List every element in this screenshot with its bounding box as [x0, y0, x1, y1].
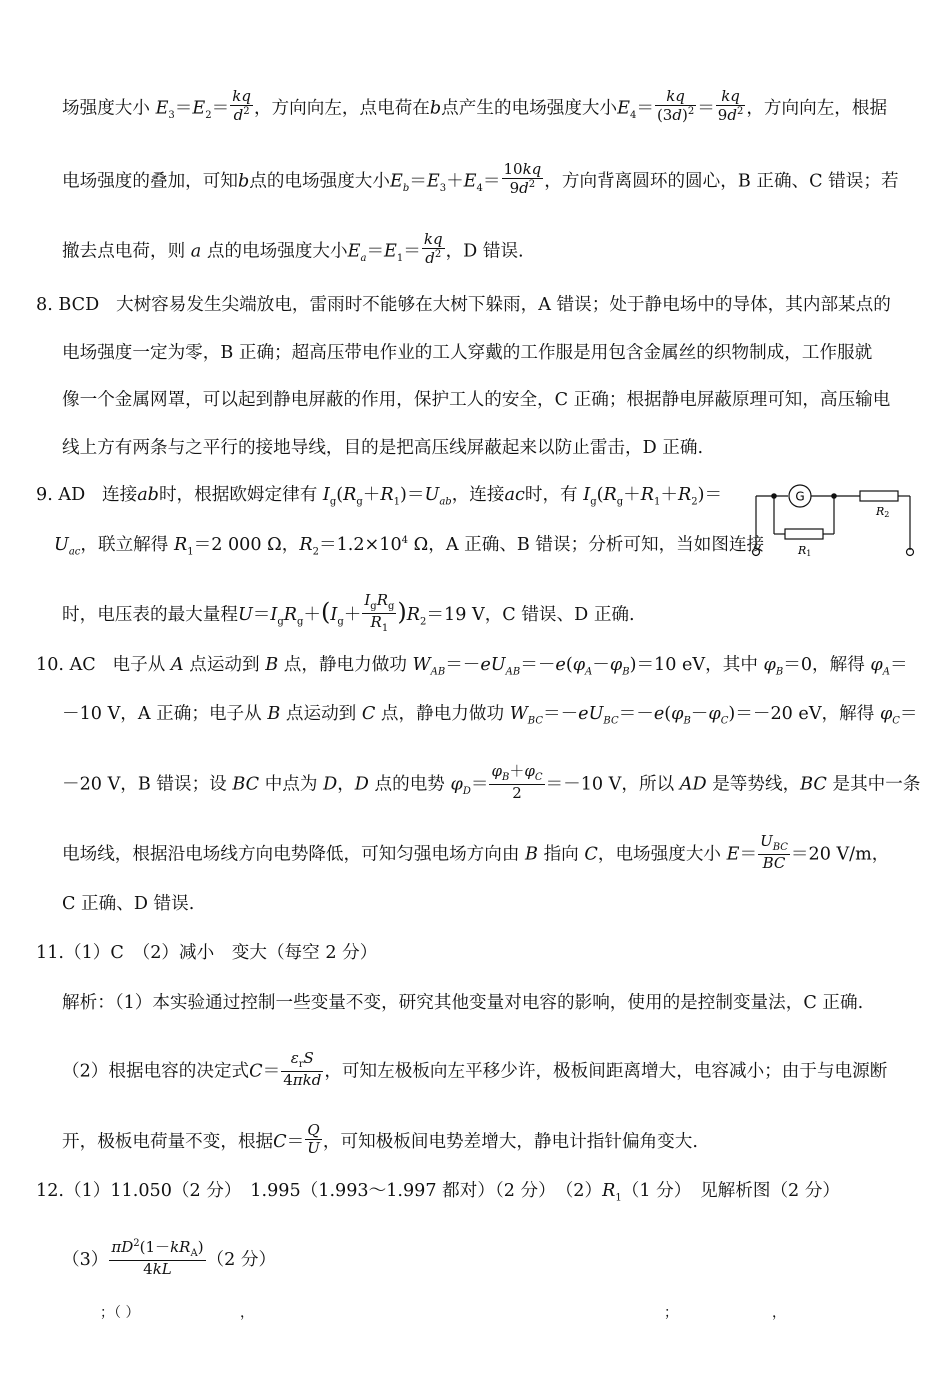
q9-text: ，C 错误、D 正确.: [484, 605, 635, 625]
q12-text: （2 分）: [206, 1249, 277, 1270]
junction-dot: [771, 493, 777, 499]
circuit-diagram: [750, 482, 920, 562]
formula-fraction: $\frac{U_{BC}}{BC}$: [760, 832, 788, 872]
q8-number: 8. BCD: [36, 295, 100, 315]
q10-text: 是等势线，: [712, 774, 801, 795]
formula-fraction: $\frac{kq}{d^2}$: [232, 87, 251, 125]
footer-mark: ，: [240, 1305, 254, 1321]
q9-text: ，A 正确、B 错误；分析可知，当如图连接: [428, 534, 765, 555]
q10-text: 中点为: [264, 774, 318, 795]
terminal-icon: [753, 549, 760, 556]
q10-line-3: －20 V，B 错误；设 BC 中点为 D，D 点的电势 $\varphi_D=$ $\frac{\varphi_B+\varphi_C}{2}$ ＝－10 V，所以 AD 是等势线，BC 是其中一条: [62, 762, 921, 802]
q7-text: 场强度大小: [62, 98, 150, 119]
q12-text: 12.（1）11.050（2 分） 1.995（1.993～1.997 都对）（2 分） （2）: [36, 1181, 603, 1201]
formula-fraction: $\frac{kq}{9d^2}$: [717, 87, 744, 125]
footer-mark: ；（ ）: [100, 1305, 140, 1321]
q10-text: 是其中一条: [832, 774, 921, 795]
q11-text: ，可知左极板向左平移少许，极板间距离增大，电容减小；由于与电源断: [324, 1061, 888, 1082]
resistor-r2-icon: [860, 491, 898, 501]
q10-text: 点运动到: [189, 655, 260, 675]
formula-fraction: $\frac{I_gR_g}{R_1}$: [364, 591, 395, 634]
r1-label: R1: [798, 544, 812, 558]
q10-text: 指向: [543, 844, 579, 865]
q10-text: ，电场强度大小: [597, 844, 722, 865]
q10-line-4: 电场线，根据沿电场线方向电势降低，可知匀强电场方向由 B 指向 C，电场强度大小 E＝ $\frac{U_{BC}}{BC}$ ＝20 V/m，: [62, 832, 890, 872]
r2-label: R2: [876, 505, 890, 519]
q9-text: ，联立解得: [80, 534, 169, 555]
q10-line-5: [62, 896, 194, 914]
formula-fraction: $\frac{kq}{(3d)^2}$: [656, 87, 695, 125]
q10-text: 点，静电力做功: [380, 704, 505, 724]
formula-fraction: $\frac{kq}{d^2}$: [423, 230, 443, 268]
q10-line-2: －10 V，A 正确；电子从 B 点运动到 C 点，静电力做功 $W_{BC}=-eU_{BC}=-e(\varphi_B-\varphi_C)=-20$ eV，解得 $\varphi_C=$: [62, 704, 918, 727]
q9-number: 9. AD: [36, 485, 86, 505]
q10-text: 点，静电力做功: [283, 655, 407, 675]
q7-text: 电场强度的叠加，可知: [62, 171, 238, 192]
q9-line-2: $U_{ac}$，联立解得 $R_1=2$ 000 Ω，$R_2=1.2\times 10^4$ Ω，A 正确、B 错误；分析可知，当如图连接: [54, 534, 765, 558]
q7-text: 点产生的电场强度大小: [441, 98, 618, 119]
q10-text: ＝20 V/m，: [790, 844, 890, 865]
q11-text: ，可知极板间电势差增大，静电计指针偏角变大.: [322, 1131, 698, 1152]
q11-text: 解析：（1）本实验通过控制一些变量不变，研究其他变量对电容的影响，使用的是控制变量法，C 正确.: [62, 993, 864, 1013]
q7-line-3: 撤去点电荷，则 a 点的电场强度大小$E_a=E_1=$ $\frac{kq}{d^2}$ ，D 错误.: [62, 230, 524, 268]
formula-fraction: $\frac{\varphi_B+\varphi_C}{2}$: [491, 762, 543, 802]
q9-text: 时，电压表的最大量程: [62, 605, 238, 625]
q9-line-1: 9. AD 连接ab时，根据欧姆定律有 $I_g(R_g+R_1)=U_{ab}$，连接ac时，有 $I_g(R_g+R_1+R_2)=$: [36, 485, 723, 508]
q11-text: 11.（1）C （2）减小 变大（每空 2 分）: [36, 943, 378, 963]
q12-line-2: [62, 1240, 276, 1280]
q10-text: ，解得: [812, 655, 865, 675]
q7-text: ，D 错误.: [445, 241, 524, 262]
q11-line-2: [62, 995, 863, 1013]
q9-text: 时，有: [524, 485, 578, 505]
formula-fraction: $\frac{\pi D^2(1-kR_A)}{4kL}$: [111, 1238, 204, 1278]
q7-text: ，方向背离圆环的圆心，B 正确、C 错误；若: [544, 171, 899, 192]
q10-text: 电子从: [112, 655, 166, 675]
q12-text: （1 分） 见解析图（2 分）: [621, 1181, 841, 1201]
q10-line-1: 10. AC 电子从 A 点运动到 B 点，静电力做功 $W_{AB}=-eU_{AB}=-e(\varphi_A-\varphi_B)=10$ eV，其中 $\varphi_B=0$，解得 $\varphi_A=$: [36, 655, 908, 678]
footer-mark: ；: [664, 1305, 678, 1321]
footer-mark: ，: [772, 1305, 786, 1321]
resistor-r1-icon: [785, 529, 823, 539]
q11-line-4: 开，极板电荷量不变，根据C＝ $\frac{Q}{U}$ ，可知极板间电势差增大，静电计指针偏角变大.: [62, 1121, 698, 1158]
q7-text: 点的电场强度大小: [249, 171, 390, 192]
q10-number: 10. AC: [36, 655, 96, 675]
q9-text: 连接: [101, 485, 138, 505]
formula-fraction: $\frac{Q}{U}$: [307, 1121, 320, 1158]
q7-text: 撤去点电荷，则: [62, 241, 186, 262]
q11-line-1: [36, 945, 377, 963]
q10-text: ，解得: [821, 704, 875, 724]
galvanometer-label: G: [795, 489, 805, 504]
q8-line-1: [36, 297, 891, 315]
formula-fraction: $\frac{10kq}{9d^2}$: [503, 160, 542, 198]
q8-text: 大树容易发生尖端放电，雷雨时不能够在大树下躲雨，A 错误；处于静电场中的导体，其内部某点的: [115, 295, 891, 315]
q7-line-1: 场强度大小 $E_3=E_2=$ $\frac{kq}{d^2}$ ，方向向左，点电荷在b点产生的电场强度大小$E_4=$ $\frac{kq}{(3d)^2}$ ＝ $\frac{kq}{9d^2}$ ，方向向左，根据: [62, 87, 888, 125]
q9-line-3: 时，电压表的最大量程$U=I_gR_g+(I_g+$ $\frac{I_gR_g}{R_1}$ )$R_2=19$ V，C 错误、D 正确.: [62, 591, 635, 634]
q11-text: （2）根据电容的决定式: [62, 1061, 250, 1082]
q8-text: 线上方有两条与之平行的接地导线，目的是把高压线屏蔽起来以防止雷击，D 正确.: [62, 438, 704, 458]
q7-text: 点的电场强度大小: [206, 241, 348, 262]
q8-text: 电场强度一定为零，B 正确；超高压带电作业的工人穿戴的工作服是用包含金属丝的织物制成，工作服就: [62, 343, 873, 363]
formula-fraction: $\frac{\varepsilon_rS}{\text{4πkd}}$: [283, 1049, 322, 1089]
q10-text: 点的电势: [374, 774, 445, 795]
q8-line-2: [62, 345, 872, 363]
q11-line-3: （2）根据电容的决定式C＝ $\frac{\varepsilon_rS}{\text{4πkd}}$ ，可知左极板向左平移少许，极板间距离增大，电容减小；由于与电源断: [62, 1049, 888, 1089]
q10-text: C 正确、D 错误.: [62, 894, 195, 914]
q12-line-1: 12.（1）11.050（2 分） 1.995（1.993～1.997 都对）（2 分） $(2)R_1(1$ 分） 见解析图（2 分）: [36, 1181, 841, 1204]
q8-line-4: [62, 440, 703, 458]
q10-text: －10 V，A 正确；电子从: [62, 704, 262, 724]
junction-dot: [831, 493, 837, 499]
q10-text: －20 V，B 错误；设: [62, 774, 227, 795]
q9-text: ，连接: [451, 485, 505, 505]
q7-text: ，方向向左，点电荷在: [253, 98, 430, 119]
q9-text: 时，根据欧姆定律有: [158, 485, 318, 505]
q8-text: 像一个金属网罩，可以起到静电屏蔽的作用，保护工人的安全，C 正确；根据静电屏蔽原理可知，高压输电: [62, 390, 891, 410]
q7-text: ，方向向左，根据: [746, 98, 888, 119]
q8-line-3: [62, 392, 890, 410]
q7-line-2: 电场强度的叠加，可知b点的电场强度大小$E_b=E_3+E_4=$ $\frac{10kq}{9d^2}$ ，方向背离圆环的圆心，B 正确、C 错误；若: [62, 160, 899, 198]
q10-text: 电场线，根据沿电场线方向电势降低，可知匀强电场方向由: [62, 844, 520, 865]
q11-text: 开，极板电荷量不变，根据: [62, 1131, 274, 1152]
q10-text: ，所以: [621, 774, 675, 795]
q10-text: ，其中: [705, 655, 758, 675]
q10-text: 点运动到: [285, 704, 357, 724]
q12-text: （3）: [62, 1249, 109, 1270]
